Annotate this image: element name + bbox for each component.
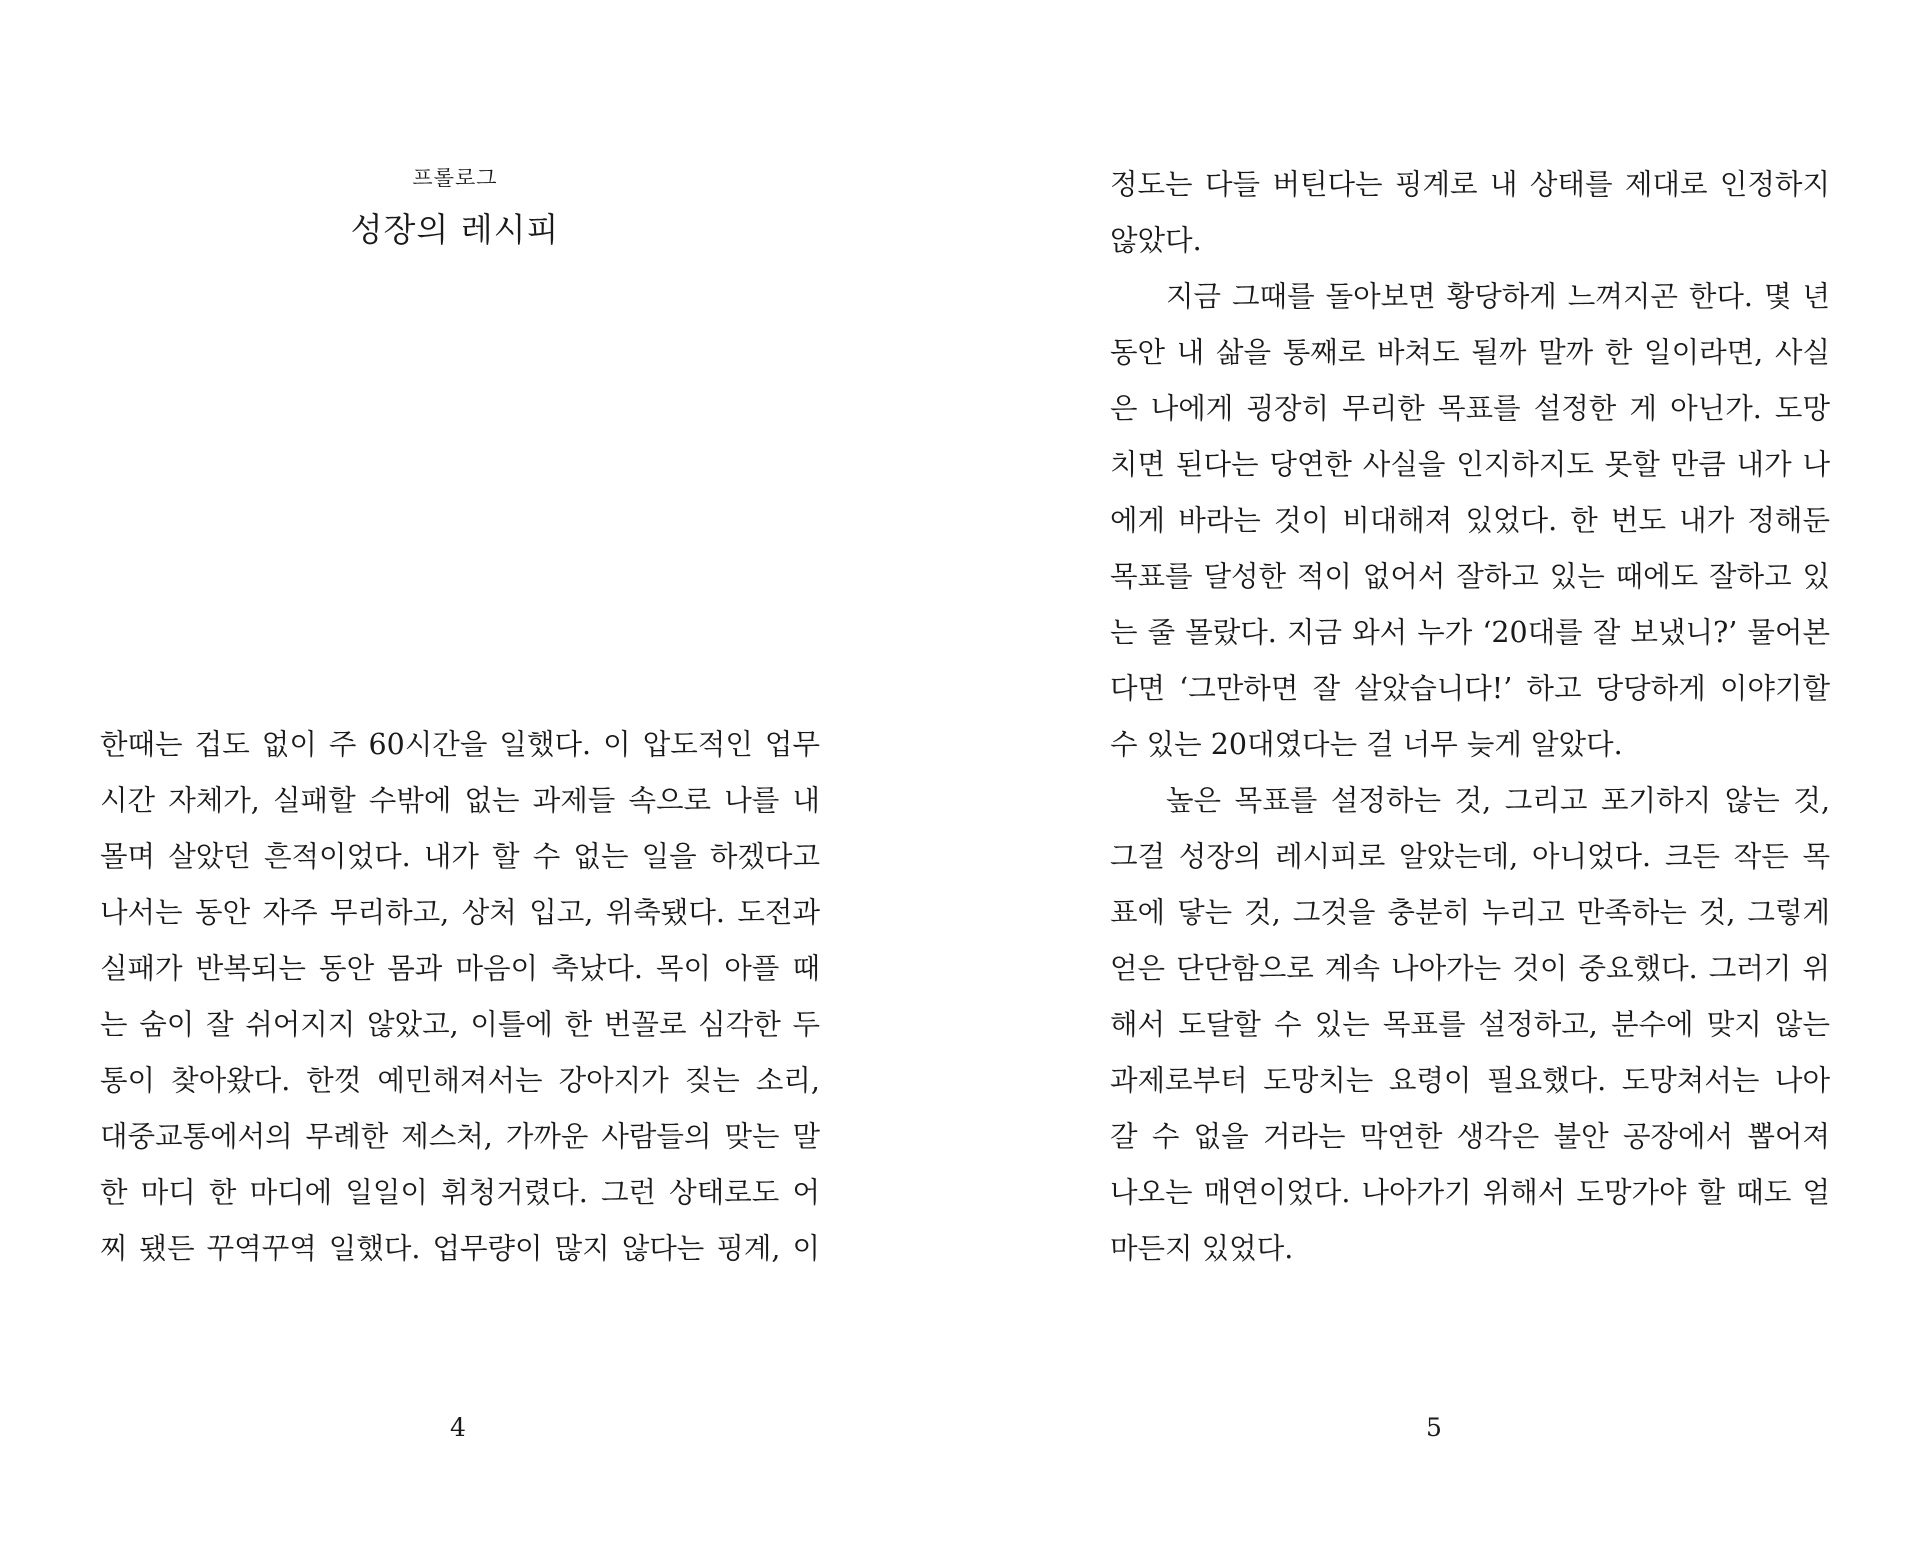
text-line: 치면 된다는 당연한 사실을 인지하지도 못할 만큼 내가 나 — [1110, 448, 1830, 481]
text-line: 표에 닿는 것, 그것을 충분히 누리고 만족하는 것, 그렇게 — [1110, 896, 1830, 929]
text-line: 그걸 성장의 레시피로 알았는데, 아니었다. 크든 작든 목 — [1110, 840, 1830, 873]
right-body-text — [1110, 157, 1830, 1277]
chapter-title: 성장의 레시피 — [350, 210, 560, 249]
text-line: 마든지 있었다. — [1110, 1232, 1294, 1265]
page-number: 4 — [450, 1413, 466, 1442]
text-line: 갈 수 없을 거라는 막연한 생각은 불안 공장에서 뽑어져 — [1110, 1120, 1830, 1153]
text-line: 은 나에게 굉장히 무리한 목표를 설정한 게 아닌가. 도망 — [1110, 392, 1830, 425]
text-line: 에게 바라는 것이 비대해져 있었다. 한 번도 내가 정해둔 — [1110, 504, 1830, 537]
text-line: 통이 찾아왔다. 한껏 예민해져서는 강아지가 짖는 소리, — [100, 1064, 820, 1097]
text-line: 수 있는 20대였다는 걸 너무 늦게 알았다. — [1110, 728, 1623, 761]
text-line: 정도는 다들 버틴다는 핑계로 내 상태를 제대로 인정하지 — [1110, 168, 1830, 201]
text-line: 는 숨이 잘 쉬어지지 않았고, 이틀에 한 번꼴로 심각한 두 — [100, 1008, 820, 1041]
text-line: 지금 그때를 돌아보면 황당하게 느껴지곤 한다. 몇 년 — [1166, 280, 1830, 313]
text-line: 나서는 동안 자주 무리하고, 상처 입고, 위축됐다. 도전과 — [100, 896, 820, 929]
text-line: 않았다. — [1110, 224, 1202, 257]
text-line: 해서 도달할 수 있는 목표를 설정하고, 분수에 맞지 않는 — [1110, 1008, 1830, 1041]
text-line: 찌 됐든 꾸역꾸역 일했다. 업무량이 많지 않다는 핑계, 이 — [100, 1232, 820, 1265]
text-line: 동안 내 삶을 통째로 바쳐도 될까 말까 한 일이라면, 사실 — [1110, 336, 1830, 369]
text-line: 한 마디 한 마디에 일일이 휘청거렸다. 그런 상태로도 어 — [100, 1176, 820, 1209]
right-page — [960, 0, 1919, 1568]
chapter-label: 프롤로그 — [412, 166, 498, 190]
text-line: 다면 ‘그만하면 잘 살았습니다!’ 하고 당당하게 이야기할 — [1110, 672, 1830, 705]
text-line: 얻은 단단함으로 계속 나아가는 것이 중요했다. 그러기 위 — [1110, 952, 1830, 985]
text-line: 는 줄 몰랐다. 지금 와서 누가 ‘20대를 잘 보냈니?’ 물어본 — [1110, 616, 1830, 649]
text-line: 나오는 매연이었다. 나아가기 위해서 도망가야 할 때도 얼 — [1110, 1176, 1830, 1209]
text-line: 과제로부터 도망치는 요령이 필요했다. 도망쳐서는 나아 — [1110, 1064, 1830, 1097]
left-body-text — [100, 717, 820, 1277]
text-line: 시간 자체가, 실패할 수밖에 없는 과제들 속으로 나를 내 — [100, 784, 820, 817]
text-line: 실패가 반복되는 동안 몸과 마음이 축났다. 목이 아플 때 — [100, 952, 820, 985]
text-line: 몰며 살았던 흔적이었다. 내가 할 수 없는 일을 하겠다고 — [100, 840, 820, 873]
text-line: 대중교통에서의 무례한 제스처, 가까운 사람들의 맞는 말 — [100, 1120, 820, 1153]
text-line: 높은 목표를 설정하는 것, 그리고 포기하지 않는 것, — [1166, 784, 1830, 817]
text-line: 한때는 겁도 없이 주 60시간을 일했다. 이 압도적인 업무 — [100, 728, 820, 761]
page-number: 5 — [1426, 1413, 1442, 1442]
text-line: 목표를 달성한 적이 없어서 잘하고 있는 때에도 잘하고 있 — [1110, 560, 1830, 593]
